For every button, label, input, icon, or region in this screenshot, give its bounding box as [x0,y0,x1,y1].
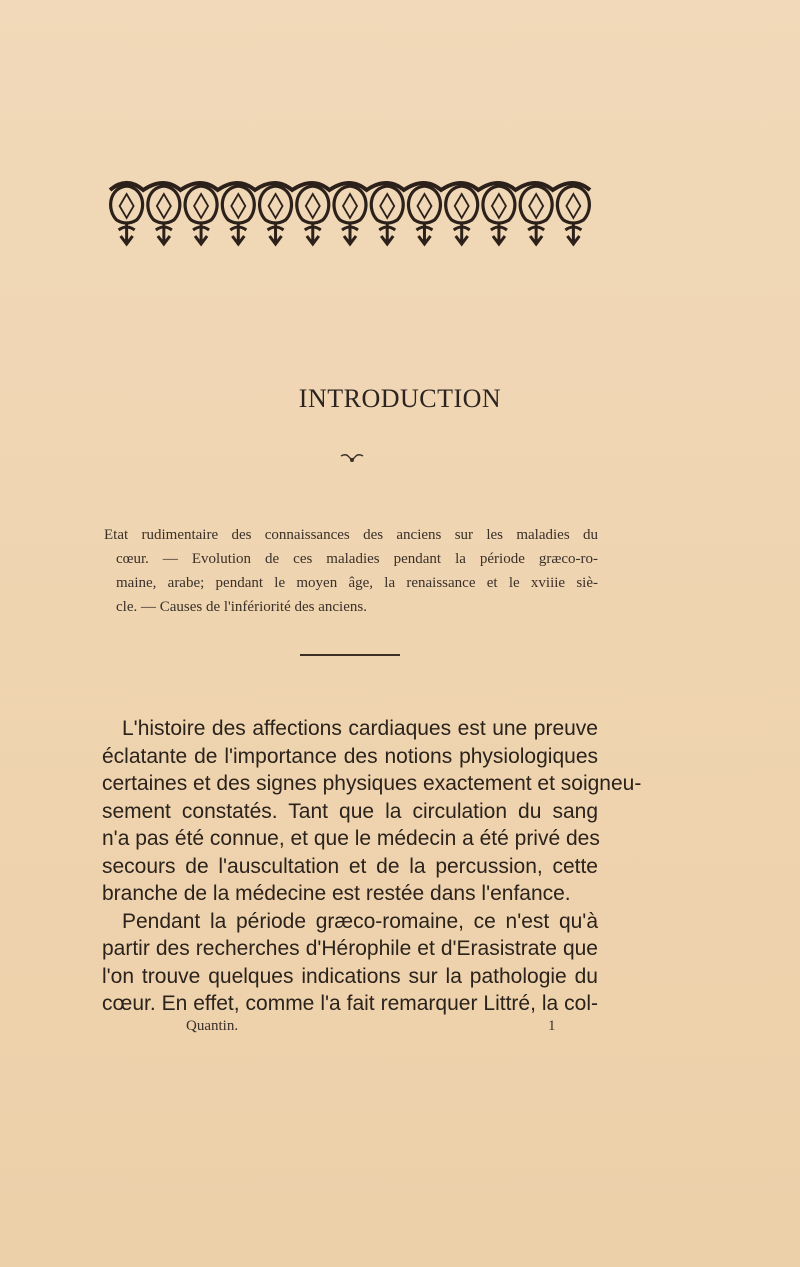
body-line: L'histoire des affections cardiaques est une preuve [122,717,598,740]
signature-mark: 1 [548,1018,556,1034]
ornament-motif [557,186,589,244]
body-line: Pendant la période græco-romaine, ce n'est qu'à [122,909,598,933]
body-line: secours de l'auscultation et de la percussion, cette [102,854,598,878]
body-line: l'on trouve quelques indications sur la pathologie du [102,964,598,988]
ornament-motif [111,186,143,244]
ornament-motif [520,186,552,244]
ornament-motif [185,186,217,244]
fleuron-ornament [340,452,364,464]
ornament-motif [483,186,515,244]
ornament-motif [148,186,180,244]
headpiece-ornament [108,178,592,248]
summary-line: cœur. — Evolution de ces maladies pendant la période græco-ro- [116,551,598,567]
body-text [102,715,642,1018]
body-line: branche de la médecine est restée dans l'enfance. [102,882,571,905]
summary-line: cle. — Causes de l'infériorité des anciens. [116,599,367,615]
summary-line: maine, arabe; pendant le moyen âge, la renaissance et le xviiie siè- [116,575,598,591]
ornament-motif [446,186,478,244]
body-line: n'a pas été connue, et que le médecin a été privé des [102,827,600,850]
ornament-motif [260,186,292,244]
ornament-motif [334,186,366,244]
summary-line: Etat rudimentaire des connaissances des anciens sur les maladies du [104,527,598,543]
section-divider [300,654,400,656]
body-line: éclatante de l'importance des notions physiologiques [102,744,598,768]
ornament-motif [222,186,254,244]
chapter-summary [104,523,598,619]
body-line: cœur. En effet, comme l'a fait remarquer Littré, la col- [102,992,598,1015]
body-line: sement constatés. Tant que la circulation du sang [102,799,598,823]
body-line: certaines et des signes physiques exactement et soigneu- [102,772,642,795]
chapter-title: INTRODUCTION [298,384,502,413]
ornament-motif [408,186,440,244]
ornament-motif [297,186,329,244]
body-line: partir des recherches d'Hérophile et d'Erasistrate que [102,937,598,960]
ornament-motif [371,186,403,244]
footer-author: Quantin. [186,1018,239,1034]
